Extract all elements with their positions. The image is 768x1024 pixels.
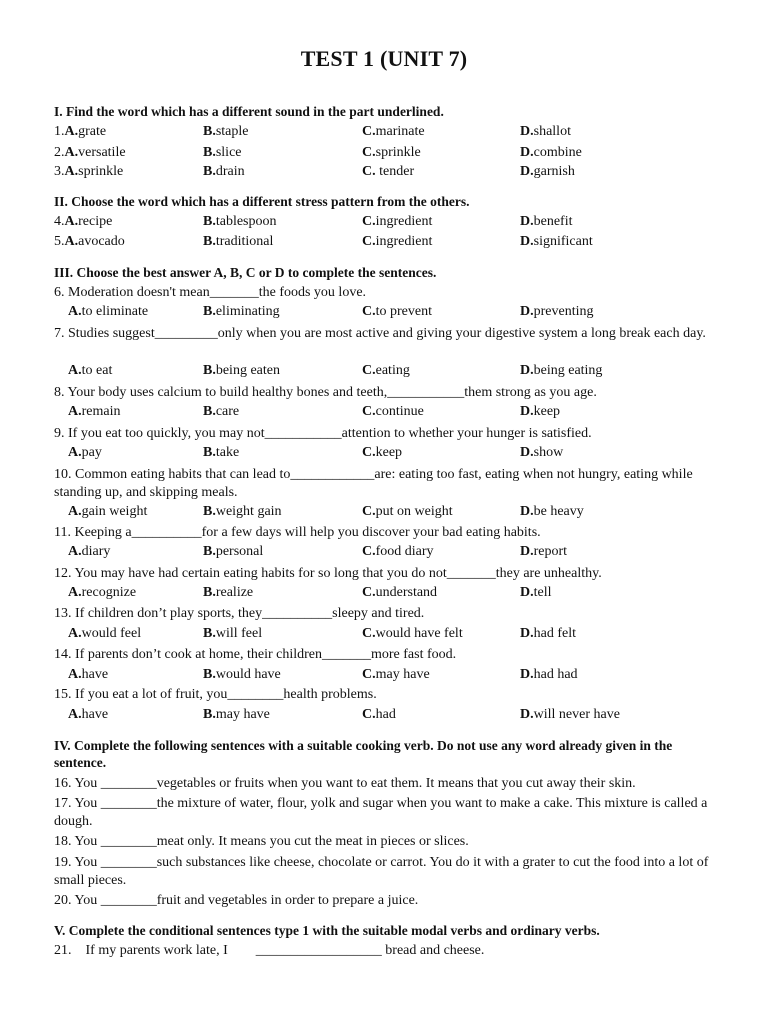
section-3-heading: III. Choose the best answer A, B, C or D to complete the sentences. [54,265,437,280]
option-c: C.had [362,707,396,722]
option-d: D.be heavy [520,504,584,519]
option-c: C.marinate [362,124,425,139]
answer-row-9 [54,443,714,463]
question-row-3 [54,162,714,182]
option-d: D.being eating [520,363,603,378]
option-a: A.have [68,707,109,722]
option-d: D.benefit [520,214,573,229]
option-d: D.had had [520,667,578,682]
question-19: 19. You ________such substances like cheese, chocolate or carrot. You do it with a grater to cut the food into a lot of small pieces. [54,855,709,888]
answer-row-12 [54,583,714,603]
question-row-5 [54,232,714,252]
option-a: 5.A.avocado [54,234,125,249]
option-b: B.would have [203,667,281,682]
option-d: D.significant [520,234,593,249]
option-d: D.report [520,544,568,559]
option-a: A.remain [68,404,121,419]
option-a: A.have [68,667,109,682]
option-c: C.keep [362,445,403,460]
question-13: 13. If children don’t play sports, they__________sleepy and tired. [54,606,425,621]
question-17: 17. You ________the mixture of water, flour, yolk and sugar when you want to make a cake. This mixture is called a dough. [54,796,708,829]
section-2-heading: II. Choose the word which has a different stress pattern from the others. [54,194,470,209]
option-a: A.gain weight [68,504,148,519]
option-a: 3.A.sprinkle [54,164,124,179]
question-row-2 [54,143,714,163]
option-b: B.weight gain [203,504,282,519]
option-d: D.combine [520,145,582,160]
answer-row-8 [54,402,714,422]
option-d: D.garnish [520,164,575,179]
question-6: 6. Moderation doesn't mean_______the foods you love. [54,285,367,300]
answer-row-10 [54,502,714,522]
answer-row-7 [54,361,714,381]
option-d: D.shallot [520,124,571,139]
question-18: 18. You ________meat only. It means you cut the meat in pieces or slices. [54,834,469,849]
question-row-1 [54,122,714,142]
option-d: D.keep [520,404,561,419]
option-c: C.ingredient [362,234,433,249]
option-b: B.will feel [203,626,263,641]
page-title: TEST 1 (UNIT 7) [300,46,468,71]
option-b: B.may have [203,707,270,722]
option-d: D.had felt [520,626,576,641]
option-c: C.to prevent [362,304,432,319]
option-c: C.food diary [362,544,434,559]
option-b: B.tablespoon [203,214,277,229]
question-9: 9. If you eat too quickly, you may not___________attention to whether your hunger is satisfied. [54,426,592,441]
option-b: B.staple [203,124,249,139]
option-c: C.sprinkle [362,145,421,160]
option-d: D.will never have [520,707,620,722]
option-a: A.to eliminate [68,304,149,319]
option-a: 1.A.grate [54,124,107,139]
option-c: C.may have [362,667,430,682]
option-a: A.recognize [68,585,137,600]
answer-row-6 [54,302,714,322]
question-8: 8. Your body uses calcium to build healthy bones and teeth,___________them strong as you age. [54,385,597,400]
section-4-heading: IV. Complete the following sentences with a suitable cooking verb. Do not use any word already given in the sentence. [54,738,673,770]
question-21: 21. If my parents work late, I __________________ bread and cheese. [54,943,485,958]
option-c: C. tender [362,164,415,179]
option-a: A.to eat [68,363,113,378]
option-b: B.drain [203,164,245,179]
option-b: B.being eaten [203,363,280,378]
option-b: B.eliminating [203,304,280,319]
answer-row-13 [54,624,714,644]
question-row-4 [54,212,714,232]
answer-row-11 [54,542,714,562]
question-20: 20. You ________fruit and vegetables in order to prepare a juice. [54,893,419,908]
option-d: D.show [520,445,564,460]
option-c: C.put on weight [362,504,453,519]
section-5-heading: V. Complete the conditional sentences type 1 with the suitable modal verbs and ordinary verbs. [54,923,600,938]
option-b: B.take [203,445,240,460]
option-c: C.would have felt [362,626,463,641]
option-c: C.eating [362,363,410,378]
option-a: A.pay [68,445,102,460]
option-a: 2.A.versatile [54,145,126,160]
section-1-heading: I. Find the word which has a different sound in the part underlined. [54,104,444,119]
option-b: B.traditional [203,234,274,249]
question-14: 14. If parents don’t cook at home, their children_______more fast food. [54,647,457,662]
option-a: 4.A.recipe [54,214,113,229]
question-11: 11. Keeping a__________for a few days will help you discover your bad eating habits. [54,525,541,540]
question-16: 16. You ________vegetables or fruits when you want to eat them. It means that you cut away their skin. [54,776,636,791]
option-c: C.continue [362,404,424,419]
option-d: D.tell [520,585,552,600]
question-12: 12. You may have had certain eating habits for so long that you do not_______they are unhealthy. [54,566,602,581]
option-b: B.slice [203,145,242,160]
option-c: C.ingredient [362,214,433,229]
option-b: B.care [203,404,240,419]
option-a: A.would feel [68,626,142,641]
option-c: C.understand [362,585,438,600]
question-10: 10. Common eating habits that can lead to____________are: eating too fast, eating when not hungry, eating while standing up, and skipping meals. [54,467,693,500]
option-d: D.preventing [520,304,594,319]
question-15: 15. If you eat a lot of fruit, you________health problems. [54,687,377,702]
option-b: B.realize [203,585,254,600]
option-b: B.personal [203,544,264,559]
answer-row-14 [54,665,714,685]
question-7: 7. Studies suggest_________only when you are most active and giving your digestive system a long break each day. [54,326,706,341]
option-a: A.diary [68,544,111,559]
answer-row-15 [54,705,714,725]
